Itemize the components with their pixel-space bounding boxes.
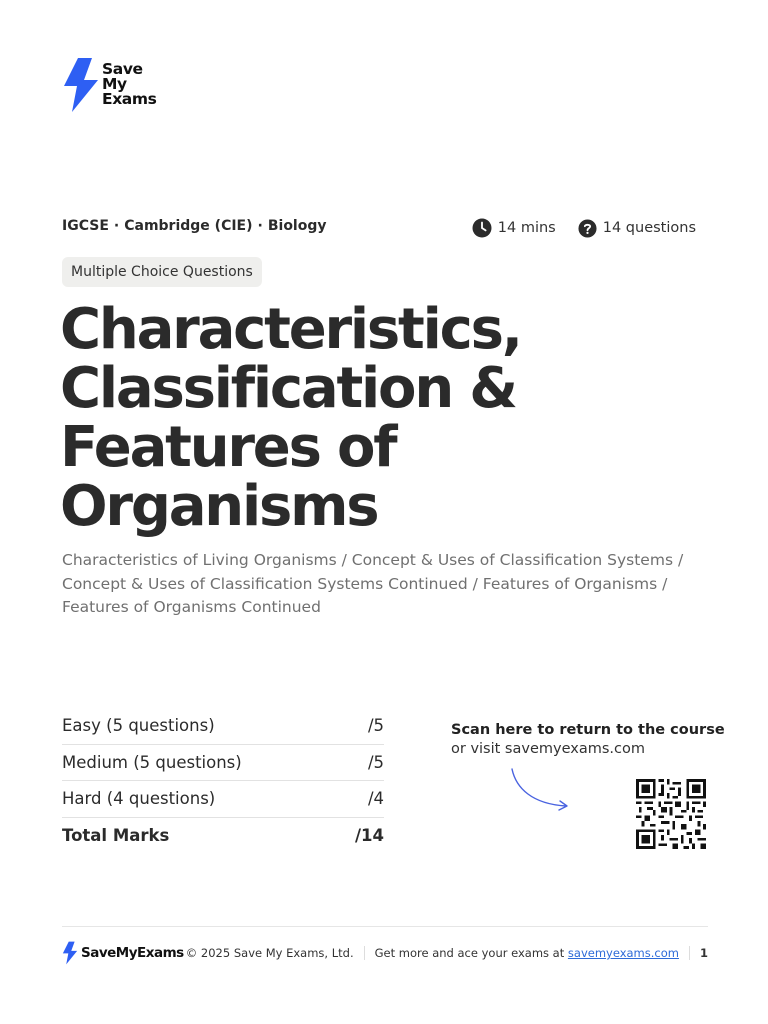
page-title bbox=[60, 297, 710, 539]
footer-cta-text: Get more and ace your exams at bbox=[374, 946, 565, 960]
footer-logo-text: SaveMyExams bbox=[81, 945, 184, 961]
question-type-badge: Multiple Choice Questions bbox=[62, 257, 262, 287]
scan-panel bbox=[451, 722, 725, 757]
marks-row-medium bbox=[62, 745, 384, 782]
breadcrumb bbox=[62, 218, 327, 234]
marks-label: Hard (4 questions) bbox=[62, 789, 216, 808]
marks-label: Easy (5 questions) bbox=[62, 716, 215, 735]
breadcrumb-subject: Biology bbox=[267, 218, 327, 234]
stats bbox=[472, 218, 696, 238]
footer-separator bbox=[364, 946, 365, 960]
qr-code[interactable] bbox=[634, 779, 708, 849]
footer-logo[interactable] bbox=[62, 940, 184, 966]
logo-wordmark: Save My Exams bbox=[102, 60, 157, 108]
breadcrumb-separator: · bbox=[113, 218, 120, 234]
footer-link[interactable]: savemyexams.com bbox=[567, 946, 679, 960]
footer-cta bbox=[375, 946, 679, 960]
title-line: Features of bbox=[60, 415, 396, 480]
footer-divider bbox=[62, 926, 708, 927]
total-marks-value: /14 bbox=[355, 825, 384, 845]
marks-value: /4 bbox=[367, 789, 384, 808]
footer-separator bbox=[689, 946, 690, 960]
marks-row-hard bbox=[62, 781, 384, 818]
total-marks-label: Total Marks bbox=[62, 825, 170, 845]
time-stat bbox=[472, 218, 556, 238]
lightning-bolt-icon bbox=[62, 940, 78, 966]
lightning-bolt-icon bbox=[62, 58, 100, 112]
question-circle-icon bbox=[578, 219, 597, 238]
title-line: Characteristics, bbox=[60, 297, 521, 362]
copyright-text: © 2025 Save My Exams, Ltd. bbox=[185, 946, 354, 960]
time-label: 14 mins bbox=[497, 220, 556, 236]
marks-row-total bbox=[62, 818, 384, 855]
breadcrumb-board: Cambridge (CIE) bbox=[124, 218, 253, 234]
page-number: 1 bbox=[699, 946, 708, 960]
title-line: Organisms bbox=[60, 474, 378, 539]
questions-label: 14 questions bbox=[602, 220, 696, 236]
marks-value: /5 bbox=[367, 716, 384, 735]
marks-label: Medium (5 questions) bbox=[62, 752, 242, 772]
save-my-exams-logo[interactable] bbox=[62, 58, 172, 114]
title-line: Classification & bbox=[60, 356, 516, 421]
meta-row bbox=[62, 218, 696, 238]
scan-subtitle: or visit savemyexams.com bbox=[451, 741, 645, 757]
clock-icon bbox=[472, 218, 492, 238]
breadcrumb-separator: · bbox=[257, 218, 263, 234]
breadcrumb-level: IGCSE bbox=[62, 218, 109, 234]
marks-value: /5 bbox=[367, 752, 384, 772]
footer-info bbox=[186, 946, 708, 960]
curved-arrow-icon bbox=[508, 766, 572, 814]
marks-table bbox=[62, 708, 384, 854]
scan-title: Scan here to return to the course bbox=[451, 722, 725, 738]
footer bbox=[62, 940, 708, 968]
subtopic-list: Characteristics of Living Organisms / Concept & Uses of Classification Systems / Concept & Uses of Classification Systems Continued / Features of Organisms / Features of Organisms Continued bbox=[62, 551, 684, 616]
marks-row-easy bbox=[62, 708, 384, 745]
questions-stat bbox=[578, 219, 696, 238]
